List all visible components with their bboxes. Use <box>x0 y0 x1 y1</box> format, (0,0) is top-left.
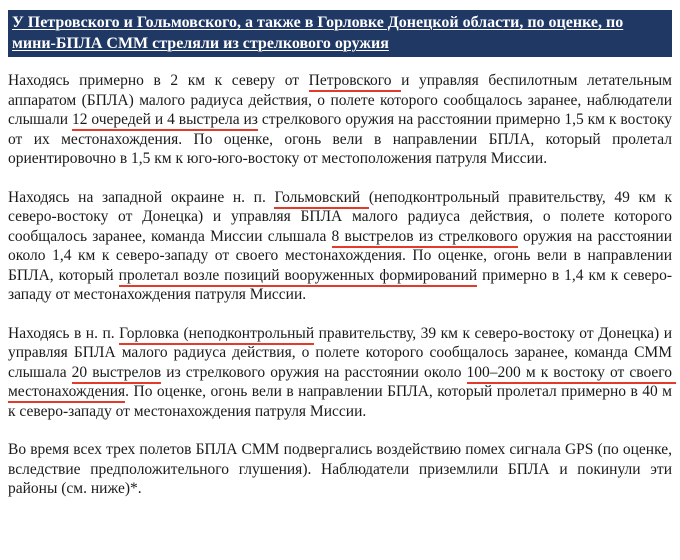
text-segment: Во время всех трех полетов БПЛА СММ подвергались воздействию помех сигнала GPS (по оценке, вследствие предположительного глушения). Наблюдатели приземлили БПЛА и покинули эти районы (см. ниже)*. <box>8 441 676 497</box>
red-underlined-text: Петровского <box>309 72 401 92</box>
report-paragraph <box>8 188 676 305</box>
report-paragraph <box>8 440 676 499</box>
report-title-bar <box>8 10 672 57</box>
text-segment: Находясь примерно в 2 км к северу от <box>8 72 309 89</box>
red-underlined-text: 100–200 м к востоку от своего местонахождения <box>8 364 676 404</box>
report-title: У Петровского и Гольмовского, а также в Горловке Донецкой области, по оценке, по мини-БПЛА СММ стреляли из стрелкового оружия <box>12 14 624 52</box>
text-segment: Находясь на западной окраине н. п. <box>8 188 275 206</box>
red-underlined-text: 12 очередей и 4 выстрела из <box>72 111 258 131</box>
report-paragraph <box>8 71 676 169</box>
text-segment: и управляя беспилотным летательным аппаратом (БПЛА) малого радиуса действия, о полете которого сообщалось заранее, наблюдатели слышали <box>8 72 676 128</box>
text-segment: . По оценке, огонь вели в направлении БПЛА, который пролетал примерно в 40 м к северо-западу от местонахождения патруля Миссии. <box>8 383 676 420</box>
text-segment: из стрелкового оружия на расстоянии около <box>161 363 467 381</box>
red-underlined-text: Гольмовский <box>274 189 368 209</box>
text-segment: примерно в 1,4 км к северо-западу от местонахождения патруля Миссии. <box>8 266 672 303</box>
red-underlined-text: Горловка (неподконтрольный <box>119 325 314 345</box>
red-underlined-text: 20 выстрелов <box>72 364 162 384</box>
red-underlined-text: 8 выстрелов из стрелкового <box>332 228 518 248</box>
text-segment: правительству, 39 км к северо-востоку от Донецка) и управляя БПЛА малого радиуса действия, о полете которого сообщалось заранее, команда СММ слышала <box>8 324 676 381</box>
text-segment: Находясь в н. п. <box>8 324 120 342</box>
text-segment: стрелкового оружия на расстоянии примерно 1,5 км к востоку от их местонахождения. По оценке, огонь вели в направлении БПЛА, который пролетал ориентировочно в 1,5 км к юго-юго-востоку от местоположения патруля Миссии. <box>8 111 676 167</box>
red-underlined-text: пролетал возле позиций вооруженных формирований <box>119 267 478 287</box>
text-segment: (неподконтрольный правительству, 49 км к северо-востоку от Донецка) и управляя БПЛА малого радиуса действия, о полете которого сообщалось заранее, команда Миссии слышала <box>8 188 676 245</box>
report-paragraph <box>8 324 676 422</box>
text-segment: оружия на расстоянии около 1,4 км к северо-западу от своего местонахождения. По оценке, огонь вели в направлении БПЛА, который <box>8 227 676 284</box>
report-body <box>8 71 676 499</box>
